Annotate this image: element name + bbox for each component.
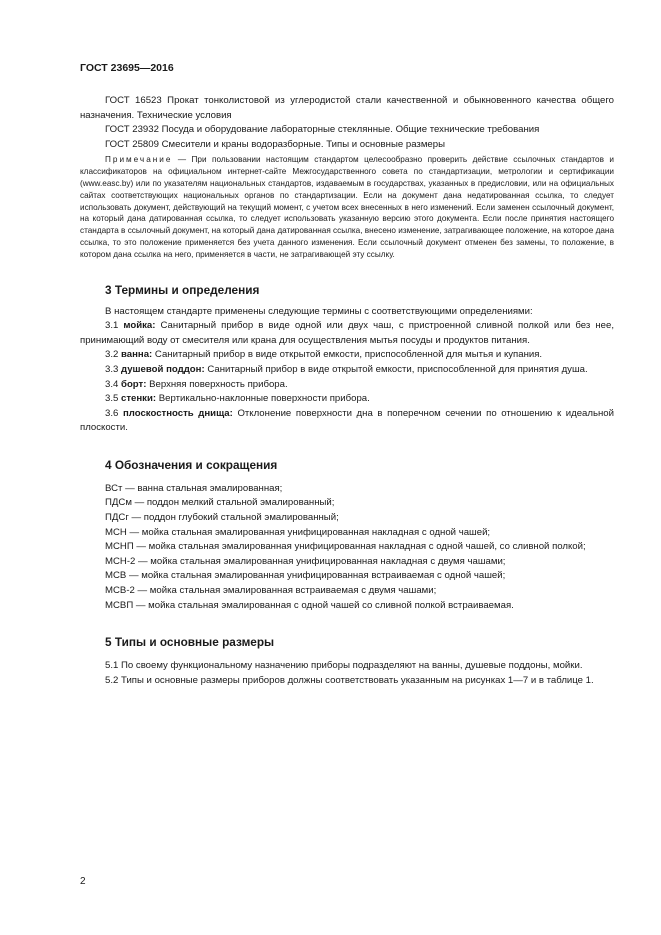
abbreviation-item: МСН-2 — мойка стальная эмалированная унифицированная накладная с двумя чашами; bbox=[105, 555, 506, 567]
term-name: душевой поддон: bbox=[121, 363, 205, 375]
reference-gost-16523: ГОСТ 16523 Прокат тонколистовой из углеродистой стали качественной и обыкновенного качества общего назначения. Технические условия bbox=[80, 95, 614, 121]
term-3-5 bbox=[80, 392, 614, 407]
abbreviation-item: ПДСм — поддон мелкий стальной эмалированный; bbox=[105, 497, 335, 509]
term-number: 3.2 bbox=[105, 349, 122, 361]
reference-gost-23932: ГОСТ 23932 Посуда и оборудование лабораторные стеклянные. Общие технические требования bbox=[105, 124, 540, 136]
clause-5-1: 5.1 По своему функциональному назначению приборы подразделяют на ванны, душевые поддоны, мойки. bbox=[105, 660, 583, 672]
section-3-heading: 3 Термины и определения bbox=[105, 282, 260, 297]
term-definition: Санитарный прибор в виде одной или двух чаш, с пристроенной сливной полкой или без нее, принимающий воду от смесителя или крана для осуществления мытья посуды и продуктов питания. bbox=[80, 320, 614, 346]
term-name: ванна: bbox=[121, 349, 153, 361]
reference-gost-25809: ГОСТ 25809 Смесители и краны водоразборные. Типы и основные размеры bbox=[105, 138, 445, 150]
term-3-2 bbox=[80, 348, 614, 363]
abbreviation-item: МСН — мойка стальная эмалированная унифицированная накладная с одной чашей; bbox=[105, 526, 491, 538]
term-number: 3.4 bbox=[105, 378, 122, 390]
section-5-heading: 5 Типы и основные размеры bbox=[105, 635, 275, 650]
term-number: 3.6 bbox=[105, 407, 123, 419]
abbreviation-item: МСНП — мойка стальная эмалированная унифицированная накладная с одной чашей, со сливной полкой; bbox=[105, 541, 586, 553]
term-3-3 bbox=[80, 363, 614, 378]
term-name: плоскостность днища: bbox=[122, 407, 233, 419]
term-number: 3.3 bbox=[105, 363, 122, 375]
term-name: стенки: bbox=[121, 393, 157, 405]
term-3-6 bbox=[80, 407, 614, 436]
term-name: борт: bbox=[121, 378, 147, 390]
term-3-1 bbox=[80, 319, 614, 348]
term-definition: Отклонение поверхности дна в поперечном сечении по отношению к идеальной плоскости. bbox=[80, 407, 614, 434]
term-definition: Санитарный прибор в виде открытой емкости, приспособленной для принятия душа. bbox=[204, 363, 588, 375]
abbreviation-item: МСВ — мойка стальная эмалированная унифицированная встраиваемая с одной чашей; bbox=[105, 570, 506, 582]
abbreviation-item: МСВП — мойка стальная эмалированная с одной чашей со сливной полкой встраиваемая. bbox=[105, 599, 514, 611]
term-name: мойка: bbox=[123, 320, 156, 332]
abbreviation-item: МСВ-2 — мойка стальная эмалированная встраиваемая с двумя чашами; bbox=[105, 585, 437, 597]
abbreviation-item: ВСт — ванна стальная эмалированная; bbox=[105, 482, 283, 494]
abbreviation-item: ПДСг — поддон глубокий стальной эмалированный; bbox=[105, 512, 339, 524]
section-3-intro: В настоящем стандарте применены следующие термины с соответствующими определениями: bbox=[105, 305, 533, 317]
term-definition: Верхняя поверхность прибора. bbox=[146, 378, 288, 390]
term-3-4 bbox=[80, 378, 614, 393]
reference-note bbox=[80, 154, 614, 260]
clause-5-2: 5.2 Типы и основные размеры приборов должны соответствовать указанным на рисунках 1—7 и в таблице 1. bbox=[105, 674, 594, 686]
term-number: 3.1 bbox=[105, 320, 124, 332]
page-number: 2 bbox=[80, 876, 86, 887]
document-code-header: ГОСТ 23695—2016 bbox=[80, 62, 174, 74]
term-definition: Вертикально-наклонные поверхности прибора. bbox=[156, 393, 370, 405]
section-4-heading: 4 Обозначения и сокращения bbox=[105, 457, 278, 472]
note-text: — При пользовании настоящим стандартом целесообразно проверить действие ссылочных стандартов и классификаторов на официальном интернет-сайте Межгосударственного совета по стандартизации, метрологии и сертификации (www.easc.by) или по указателям национальных стандартов, издаваемым в государствах, указанных в предисловии, или на официальных сайтах соответствующих национальных органов по стандартизации. Если на документ дана недатированная ссылка, то следует использовать документ, действующий на текущий момент, с учетом всех внесенных в него изменений. Если заменен ссылочный документ, на который дана датированная ссылка, то следует использовать указанную версию этого документа. Если после принятия настоящего стандарта в ссылочный документ, на который дана датированная ссылка, внесено изменение, затрагивающее положение, на которое дана ссылка, то это положение применяется без учета данного изменения. Если ссылочный документ отменен без замены, то положение, в котором дана ссылка на него, применяется в части, не затрагивающей эту ссылку. bbox=[80, 155, 614, 259]
term-definition: Санитарный прибор в виде открытой емкости, приспособленной для мытья и купания. bbox=[152, 349, 543, 361]
note-label: Примечание bbox=[105, 155, 173, 165]
page-content bbox=[80, 94, 614, 688]
term-number: 3.5 bbox=[105, 393, 122, 405]
